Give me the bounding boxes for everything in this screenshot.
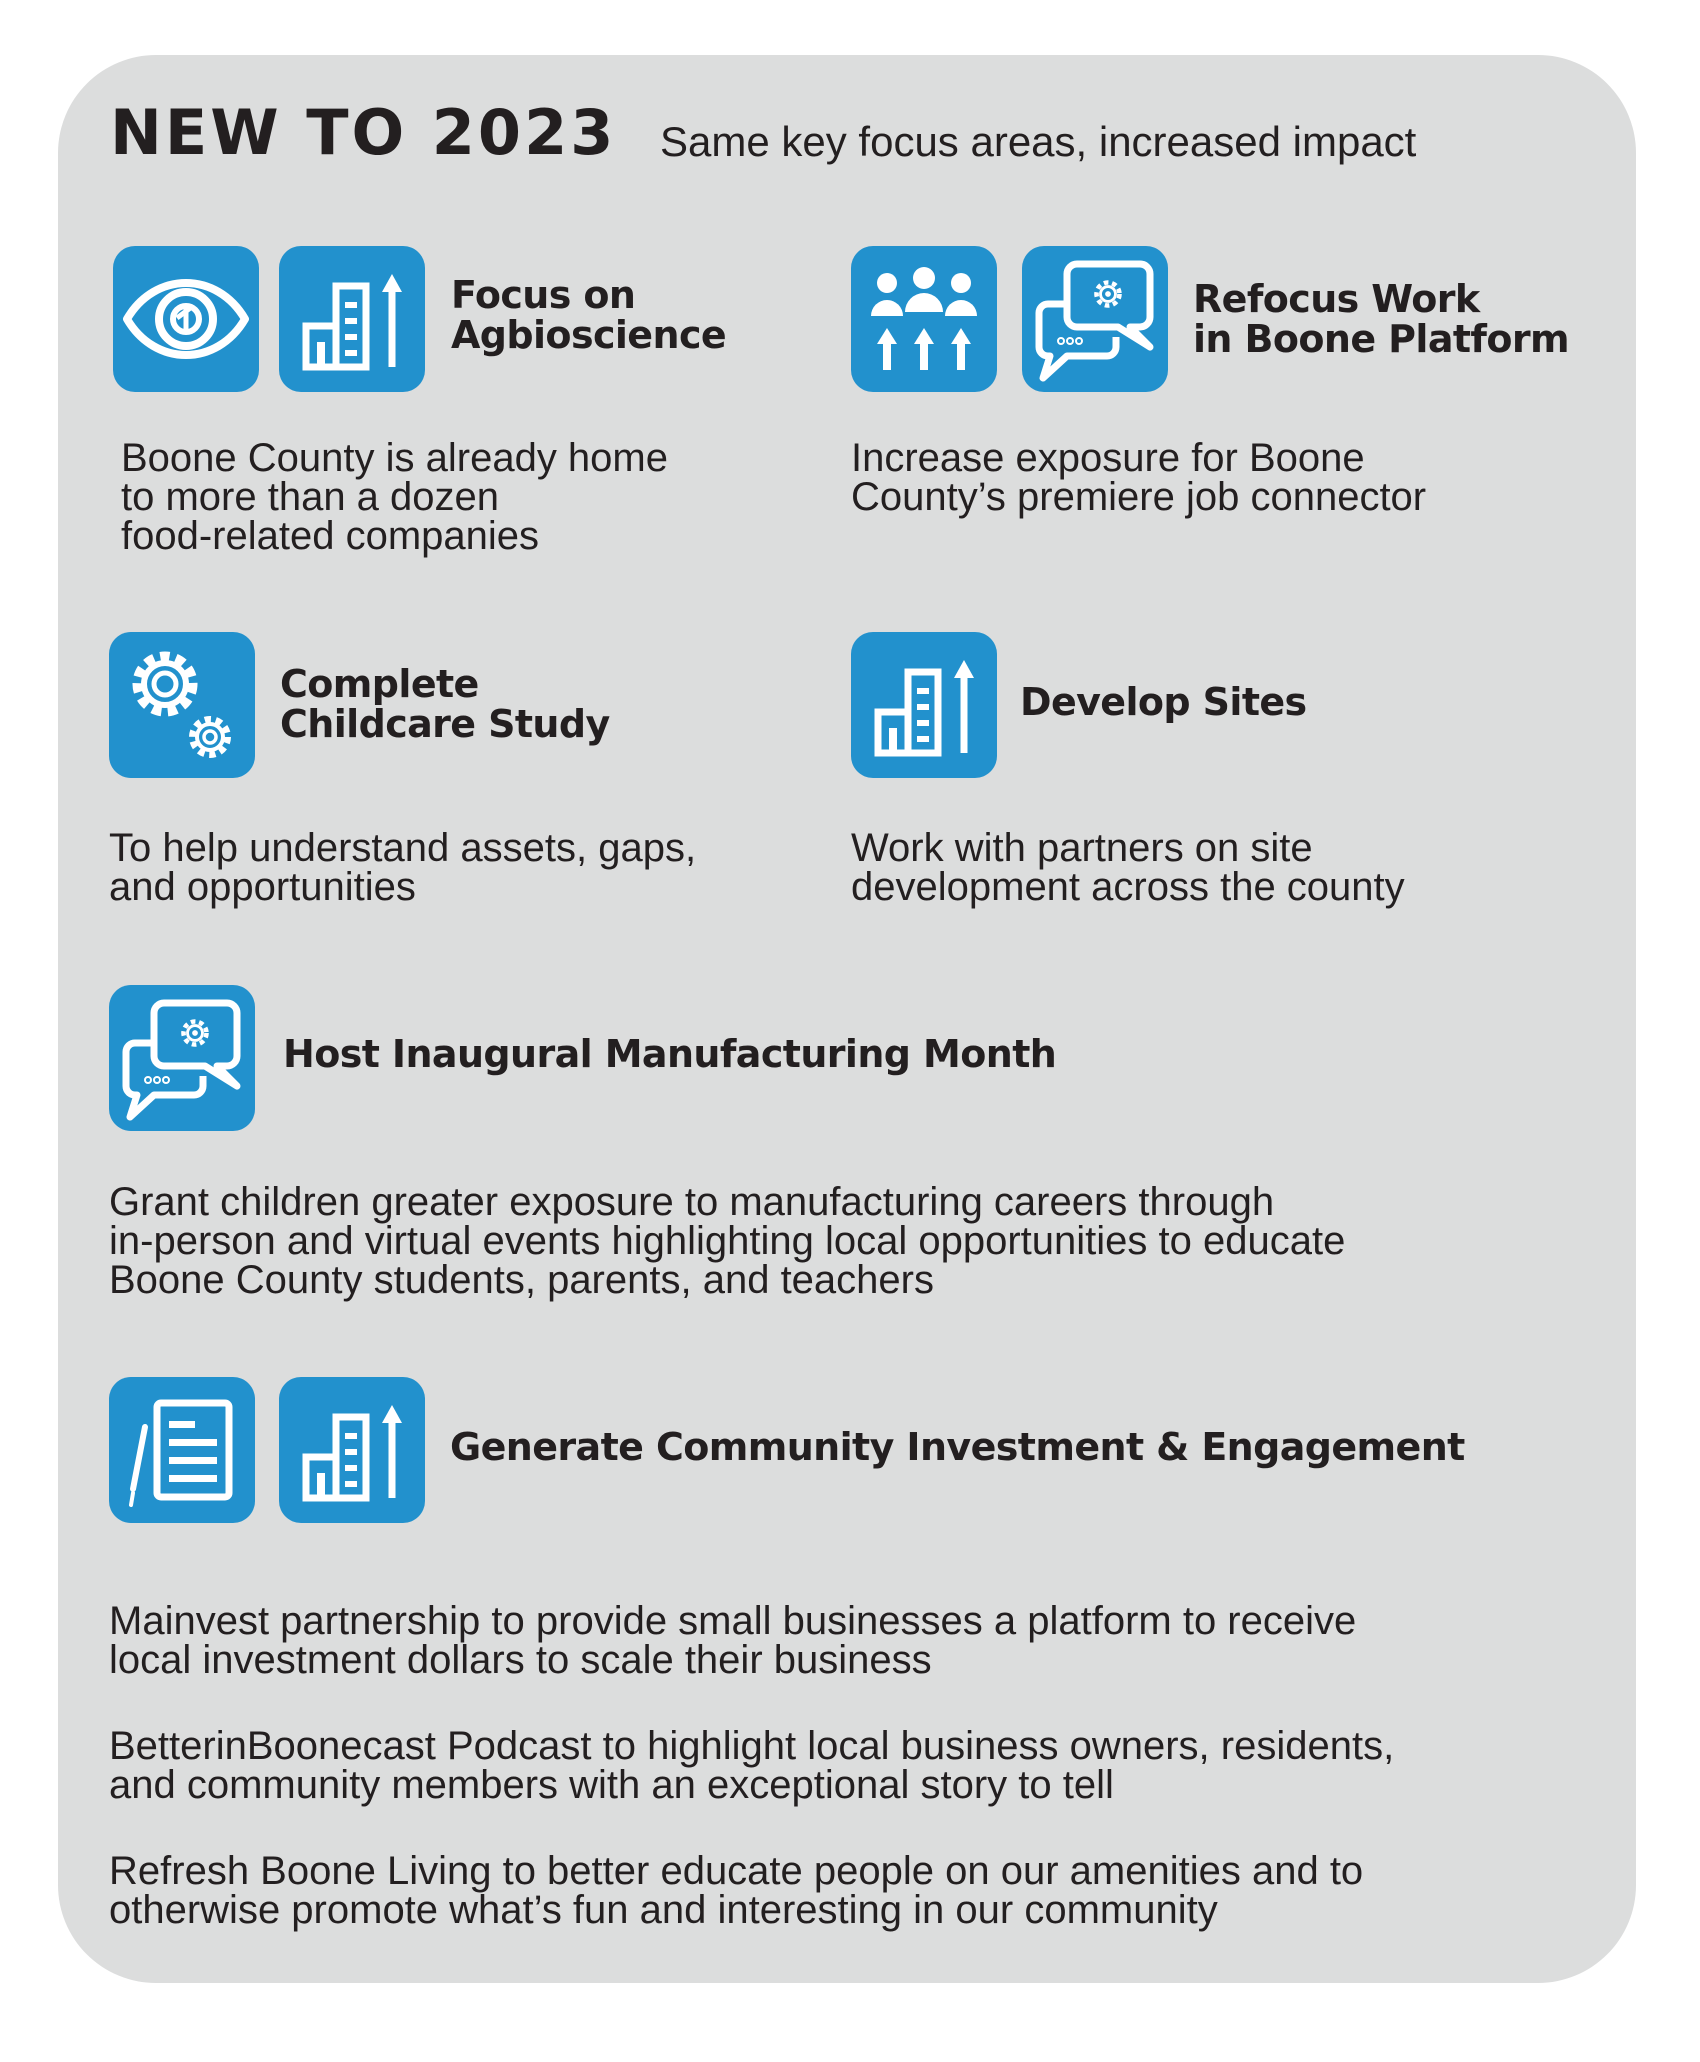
building-growth-icon [279, 1377, 425, 1523]
section-description-manufacturing: Grant children greater exposure to manufacturing careers through in-person and virtual events highlighting local opportunities to educate Boone County students, parents, and teachers [109, 1180, 1346, 1302]
community-paragraph-podcast: BetterinBoonecast Podcast to highlight local business owners, residents, and community members with an exceptional story to tell [109, 1724, 1395, 1807]
building-growth-icon [279, 246, 425, 392]
chat-gear-icon [1022, 246, 1168, 392]
section-heading-manufacturing: Host Inaugural Manufacturing Month [283, 1032, 1057, 1076]
section-heading-community: Generate Community Investment & Engagement [450, 1425, 1465, 1469]
chat-gear-icon [109, 985, 255, 1131]
people-growth-icon [851, 246, 997, 392]
document-icon [109, 1377, 255, 1523]
section-heading-agbioscience: Focus on Agbioscience [451, 273, 727, 357]
section-description-boone-platform: Increase exposure for Boone County’s premiere job connector [851, 436, 1427, 519]
community-paragraph-boone-living: Refresh Boone Living to better educate people on our amenities and to otherwise promote what’s fun and interesting in our community [109, 1849, 1364, 1932]
section-description-sites: Work with partners on site development across the county [851, 826, 1405, 909]
section-heading-childcare: Complete Childcare Study [280, 662, 610, 746]
community-paragraph-mainvest: Mainvest partnership to provide small businesses a platform to receive local investment dollars to scale their business [109, 1599, 1357, 1682]
building-growth-icon [851, 632, 997, 778]
section-heading-sites: Develop Sites [1020, 680, 1307, 724]
gears-icon [109, 632, 255, 778]
page-title: NEW TO 2023 [110, 96, 617, 169]
section-description-agbioscience: Boone County is already home to more than a dozen food-related companies [121, 436, 668, 558]
section-heading-boone-platform: Refocus Work in Boone Platform [1193, 277, 1569, 361]
section-description-childcare: To help understand assets, gaps, and opportunities [109, 826, 697, 909]
eye-icon [113, 246, 259, 392]
page-subtitle: Same key focus areas, increased impact [660, 118, 1417, 165]
